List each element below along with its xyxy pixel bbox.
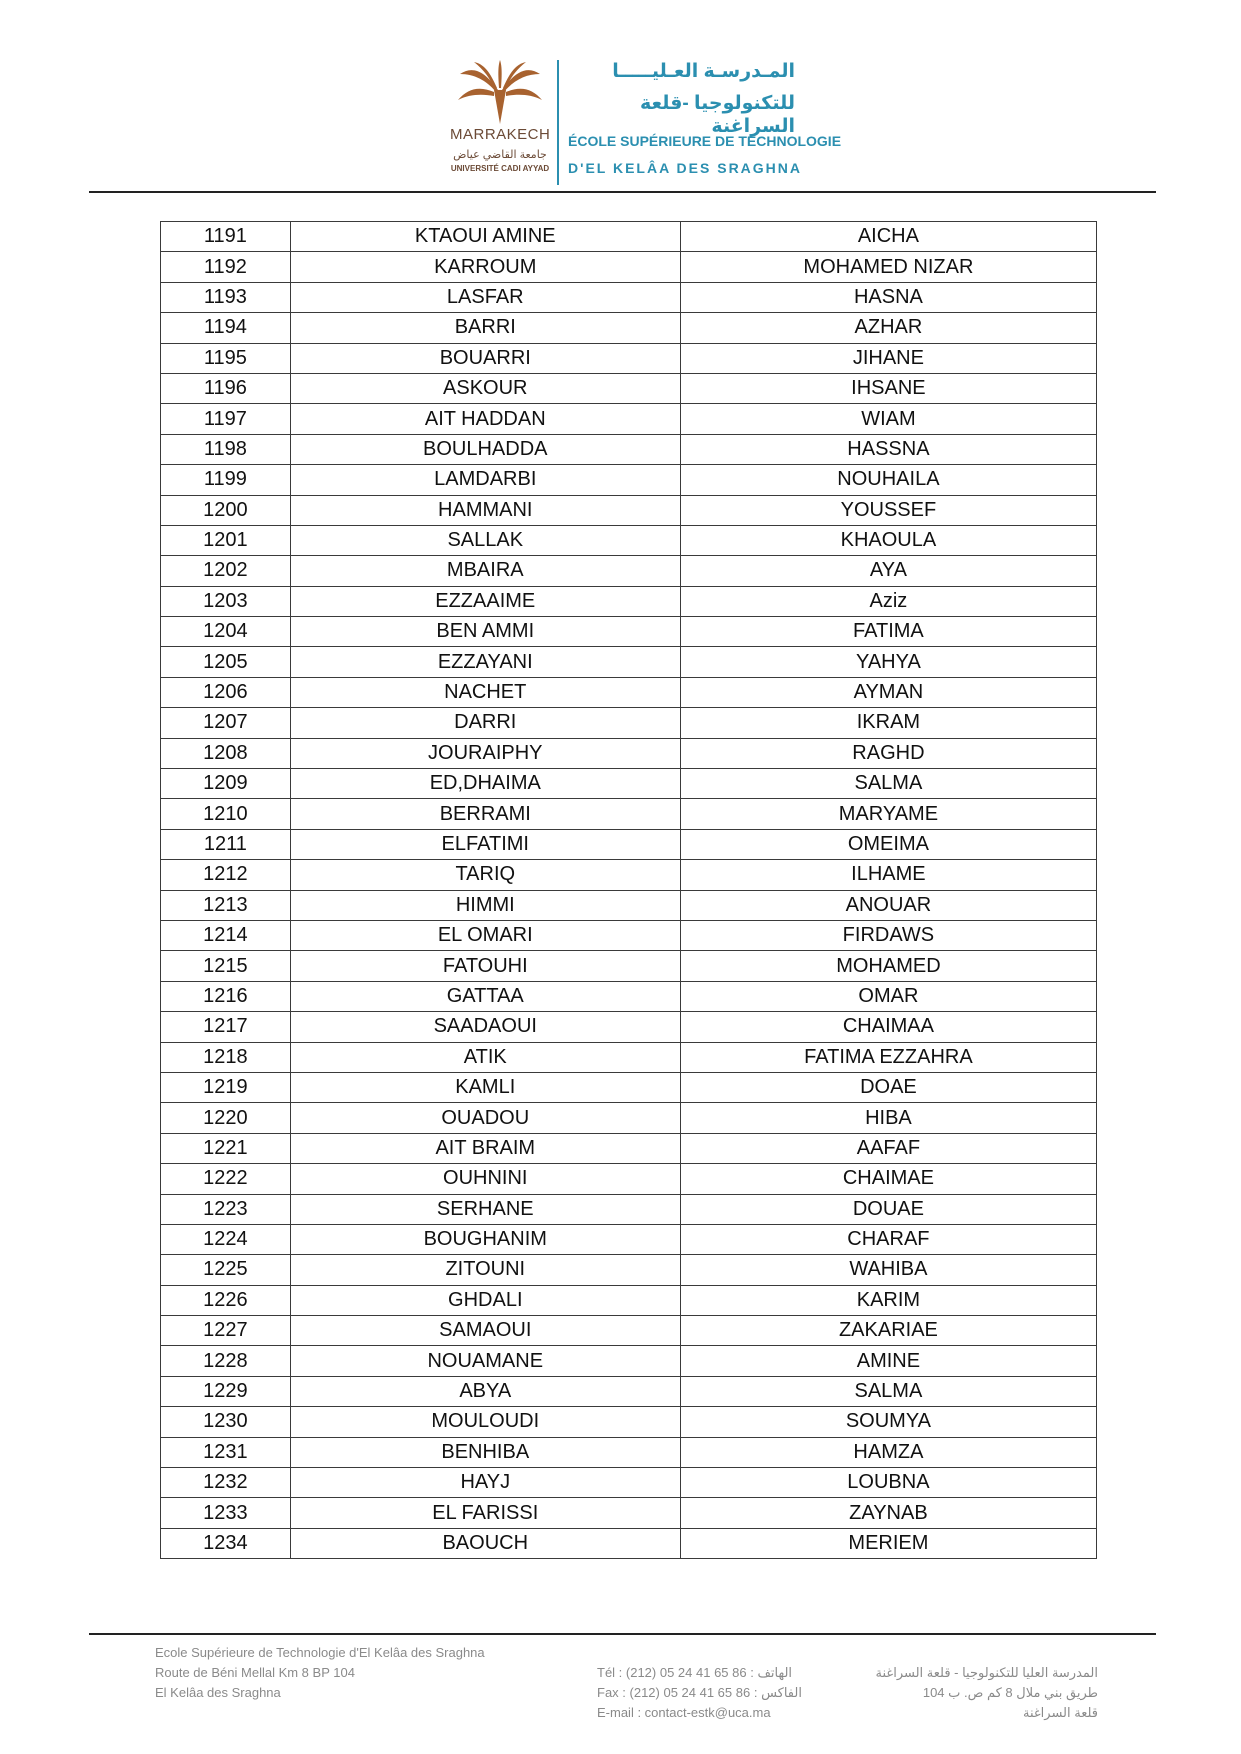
row-number-cell: 1229 <box>161 1376 291 1406</box>
last-name-cell: BOUGHANIM <box>290 1224 680 1254</box>
table-row <box>161 222 1097 252</box>
last-name-cell: EL OMARI <box>290 920 680 950</box>
footer-fax: Fax : (212) 05 24 41 65 86 : الفاكس <box>597 1685 802 1700</box>
table-row <box>161 404 1097 434</box>
row-number-cell: 1223 <box>161 1194 291 1224</box>
table-row <box>161 1407 1097 1437</box>
first-name-cell: DOAE <box>680 1072 1096 1102</box>
table-row <box>161 860 1097 890</box>
last-name-cell: SAADAOUI <box>290 1012 680 1042</box>
row-number-cell: 1225 <box>161 1255 291 1285</box>
first-name-cell: ILHAME <box>680 860 1096 890</box>
row-number-cell: 1218 <box>161 1042 291 1072</box>
first-name-cell: SOUMYA <box>680 1407 1096 1437</box>
row-number-cell: 1233 <box>161 1498 291 1528</box>
row-number-cell: 1216 <box>161 981 291 1011</box>
last-name-cell: BERRAMI <box>290 799 680 829</box>
first-name-cell: OMAR <box>680 981 1096 1011</box>
table-row <box>161 1012 1097 1042</box>
first-name-cell: AMINE <box>680 1346 1096 1376</box>
last-name-cell: ABYA <box>290 1376 680 1406</box>
table-row <box>161 1164 1097 1194</box>
row-number-cell: 1226 <box>161 1285 291 1315</box>
table-row <box>161 647 1097 677</box>
table-row <box>161 617 1097 647</box>
first-name-cell: AZHAR <box>680 313 1096 343</box>
logo-university-french: UNIVERSITÉ CADI AYYAD <box>450 164 550 173</box>
first-name-cell: NOUHAILA <box>680 465 1096 495</box>
table-row <box>161 738 1097 768</box>
palm-logo-icon <box>454 60 546 126</box>
table-row <box>161 252 1097 282</box>
school-name-french-line2: D'EL KELÂA DES SRAGHNA <box>568 160 803 176</box>
row-number-cell: 1195 <box>161 343 291 373</box>
table-row <box>161 282 1097 312</box>
first-name-cell: FATIMA <box>680 617 1096 647</box>
footer-address-french <box>155 1643 485 1703</box>
last-name-cell: LAMDARBI <box>290 465 680 495</box>
row-number-cell: 1224 <box>161 1224 291 1254</box>
table-row <box>161 1346 1097 1376</box>
first-name-cell: CHARAF <box>680 1224 1096 1254</box>
row-number-cell: 1227 <box>161 1316 291 1346</box>
first-name-cell: SALMA <box>680 1376 1096 1406</box>
table-row <box>161 343 1097 373</box>
table-row <box>161 951 1097 981</box>
first-name-cell: AYMAN <box>680 677 1096 707</box>
table-row <box>161 829 1097 859</box>
row-number-cell: 1220 <box>161 1103 291 1133</box>
last-name-cell: KARROUM <box>290 252 680 282</box>
last-name-cell: SAMAOUI <box>290 1316 680 1346</box>
last-name-cell: ATIK <box>290 1042 680 1072</box>
last-name-cell: GATTAA <box>290 981 680 1011</box>
last-name-cell: GHDALI <box>290 1285 680 1315</box>
row-number-cell: 1232 <box>161 1468 291 1498</box>
footer-address-line: Route de Béni Mellal Km 8 BP 104 <box>155 1665 355 1680</box>
row-number-cell: 1191 <box>161 222 291 252</box>
last-name-cell: ED,DHAIMA <box>290 769 680 799</box>
row-number-cell: 1213 <box>161 890 291 920</box>
last-name-cell: NACHET <box>290 677 680 707</box>
row-number-cell: 1196 <box>161 373 291 403</box>
logo-university-arabic: جامعة القاضي عياض <box>453 149 547 161</box>
footer-address-line: Ecole Supérieure de Technologie d'El Kelâa des Sraghna <box>155 1645 485 1660</box>
last-name-cell: EZZAYANI <box>290 647 680 677</box>
last-name-cell: HIMMI <box>290 890 680 920</box>
row-number-cell: 1214 <box>161 920 291 950</box>
row-number-cell: 1209 <box>161 769 291 799</box>
last-name-cell: SERHANE <box>290 1194 680 1224</box>
table-row <box>161 799 1097 829</box>
table-row <box>161 495 1097 525</box>
row-number-cell: 1193 <box>161 282 291 312</box>
last-name-cell: MBAIRA <box>290 556 680 586</box>
last-name-cell: EZZAAIME <box>290 586 680 616</box>
row-number-cell: 1194 <box>161 313 291 343</box>
first-name-cell: CHAIMAA <box>680 1012 1096 1042</box>
last-name-cell: HAYJ <box>290 1468 680 1498</box>
table-row <box>161 1376 1097 1406</box>
last-name-cell: OUHNINI <box>290 1164 680 1194</box>
table-row <box>161 1072 1097 1102</box>
footer-address-ar-line: طريق بني ملال 8 كم ص. ب 104 <box>922 1685 1098 1700</box>
table-row <box>161 1103 1097 1133</box>
first-name-cell: KHAOULA <box>680 525 1096 555</box>
table-row <box>161 920 1097 950</box>
footer-address-arabic <box>860 1663 1098 1723</box>
row-number-cell: 1211 <box>161 829 291 859</box>
table-row <box>161 434 1097 464</box>
last-name-cell: KAMLI <box>290 1072 680 1102</box>
table-row <box>161 708 1097 738</box>
row-number-cell: 1198 <box>161 434 291 464</box>
table-row <box>161 769 1097 799</box>
student-list-body <box>161 222 1097 1559</box>
last-name-cell: AIT HADDAN <box>290 404 680 434</box>
first-name-cell: WAHIBA <box>680 1255 1096 1285</box>
header-rule <box>89 191 1156 193</box>
footer-email: E-mail : contact-estk@uca.ma <box>597 1705 771 1720</box>
first-name-cell: ZAKARIAE <box>680 1316 1096 1346</box>
table-row <box>161 981 1097 1011</box>
row-number-cell: 1205 <box>161 647 291 677</box>
row-number-cell: 1197 <box>161 404 291 434</box>
row-number-cell: 1210 <box>161 799 291 829</box>
row-number-cell: 1207 <box>161 708 291 738</box>
row-number-cell: 1203 <box>161 586 291 616</box>
footer-rule <box>89 1633 1156 1635</box>
school-name-arabic-line2: للتكنولوجيا -قلعة السراغنة <box>639 93 795 137</box>
last-name-cell: ELFATIMI <box>290 829 680 859</box>
row-number-cell: 1221 <box>161 1133 291 1163</box>
first-name-cell: HIBA <box>680 1103 1096 1133</box>
last-name-cell: OUADOU <box>290 1103 680 1133</box>
table-row <box>161 1133 1097 1163</box>
first-name-cell: IKRAM <box>680 708 1096 738</box>
first-name-cell: AYA <box>680 556 1096 586</box>
last-name-cell: BENHIBA <box>290 1437 680 1467</box>
last-name-cell: KTAOUI AMINE <box>290 222 680 252</box>
last-name-cell: FATOUHI <box>290 951 680 981</box>
table-row <box>161 1042 1097 1072</box>
table-row <box>161 1468 1097 1498</box>
first-name-cell: WIAM <box>680 404 1096 434</box>
last-name-cell: BEN AMMI <box>290 617 680 647</box>
last-name-cell: HAMMANI <box>290 495 680 525</box>
last-name-cell: EL FARISSI <box>290 1498 680 1528</box>
student-list-table <box>160 221 1097 1559</box>
logo-city-text: MARRAKECH <box>450 126 551 143</box>
first-name-cell: FATIMA EZZAHRA <box>680 1042 1096 1072</box>
table-row <box>161 1437 1097 1467</box>
footer-address-line: El Kelâa des Sraghna <box>155 1685 281 1700</box>
table-row <box>161 1316 1097 1346</box>
first-name-cell: HASSNA <box>680 434 1096 464</box>
school-name-arabic-line1: المـدرسـة العـليـــــا <box>612 61 795 82</box>
table-row <box>161 677 1097 707</box>
first-name-cell: ANOUAR <box>680 890 1096 920</box>
first-name-cell: Aziz <box>680 586 1096 616</box>
first-name-cell: YAHYA <box>680 647 1096 677</box>
row-number-cell: 1208 <box>161 738 291 768</box>
last-name-cell: JOURAIPHY <box>290 738 680 768</box>
university-logo <box>450 60 550 185</box>
row-number-cell: 1228 <box>161 1346 291 1376</box>
row-number-cell: 1202 <box>161 556 291 586</box>
row-number-cell: 1219 <box>161 1072 291 1102</box>
table-row <box>161 373 1097 403</box>
table-row <box>161 890 1097 920</box>
last-name-cell: BARRI <box>290 313 680 343</box>
first-name-cell: DOUAE <box>680 1194 1096 1224</box>
last-name-cell: TARIQ <box>290 860 680 890</box>
first-name-cell: YOUSSEF <box>680 495 1096 525</box>
first-name-cell: MOHAMED NIZAR <box>680 252 1096 282</box>
footer-address-ar-line: قلعة السراغنة <box>1022 1705 1098 1720</box>
table-row <box>161 313 1097 343</box>
first-name-cell: MOHAMED <box>680 951 1096 981</box>
first-name-cell: CHAIMAE <box>680 1164 1096 1194</box>
first-name-cell: AAFAF <box>680 1133 1096 1163</box>
last-name-cell: NOUAMANE <box>290 1346 680 1376</box>
row-number-cell: 1231 <box>161 1437 291 1467</box>
row-number-cell: 1206 <box>161 677 291 707</box>
row-number-cell: 1199 <box>161 465 291 495</box>
first-name-cell: HASNA <box>680 282 1096 312</box>
first-name-cell: MARYAME <box>680 799 1096 829</box>
row-number-cell: 1215 <box>161 951 291 981</box>
table-row <box>161 1194 1097 1224</box>
row-number-cell: 1200 <box>161 495 291 525</box>
last-name-cell: ZITOUNI <box>290 1255 680 1285</box>
row-number-cell: 1204 <box>161 617 291 647</box>
first-name-cell: ZAYNAB <box>680 1498 1096 1528</box>
last-name-cell: SALLAK <box>290 525 680 555</box>
table-row <box>161 1498 1097 1528</box>
first-name-cell: OMEIMA <box>680 829 1096 859</box>
first-name-cell: FIRDAWS <box>680 920 1096 950</box>
first-name-cell: RAGHD <box>680 738 1096 768</box>
footer-phone: Tél : (212) 05 24 41 65 86 : الهاتف <box>597 1665 793 1680</box>
table-row <box>161 586 1097 616</box>
row-number-cell: 1201 <box>161 525 291 555</box>
last-name-cell: BOULHADDA <box>290 434 680 464</box>
last-name-cell: MOULOUDI <box>290 1407 680 1437</box>
last-name-cell: LASFAR <box>290 282 680 312</box>
row-number-cell: 1230 <box>161 1407 291 1437</box>
table-row <box>161 1255 1097 1285</box>
row-number-cell: 1212 <box>161 860 291 890</box>
table-row <box>161 1224 1097 1254</box>
last-name-cell: AIT BRAIM <box>290 1133 680 1163</box>
table-row <box>161 556 1097 586</box>
row-number-cell: 1222 <box>161 1164 291 1194</box>
first-name-cell: JIHANE <box>680 343 1096 373</box>
first-name-cell: LOUBNA <box>680 1468 1096 1498</box>
table-row <box>161 525 1097 555</box>
row-number-cell: 1234 <box>161 1528 291 1558</box>
header-divider <box>557 60 559 185</box>
table-row <box>161 465 1097 495</box>
first-name-cell: KARIM <box>680 1285 1096 1315</box>
last-name-cell: BOUARRI <box>290 343 680 373</box>
first-name-cell: SALMA <box>680 769 1096 799</box>
last-name-cell: BAOUCH <box>290 1528 680 1558</box>
last-name-cell: ASKOUR <box>290 373 680 403</box>
school-name-french-line1: ÉCOLE SUPÉRIEURE DE TECHNOLOGIE <box>568 133 842 149</box>
table-row <box>161 1528 1097 1558</box>
row-number-cell: 1192 <box>161 252 291 282</box>
first-name-cell: IHSANE <box>680 373 1096 403</box>
first-name-cell: HAMZA <box>680 1437 1096 1467</box>
footer-address-ar-line: المدرسة العليا للتكنولوجيا - قلعة السراغنة <box>875 1665 1098 1680</box>
footer-contact <box>597 1663 802 1723</box>
table-row <box>161 1285 1097 1315</box>
row-number-cell: 1217 <box>161 1012 291 1042</box>
first-name-cell: AICHA <box>680 222 1096 252</box>
first-name-cell: MERIEM <box>680 1528 1096 1558</box>
last-name-cell: DARRI <box>290 708 680 738</box>
